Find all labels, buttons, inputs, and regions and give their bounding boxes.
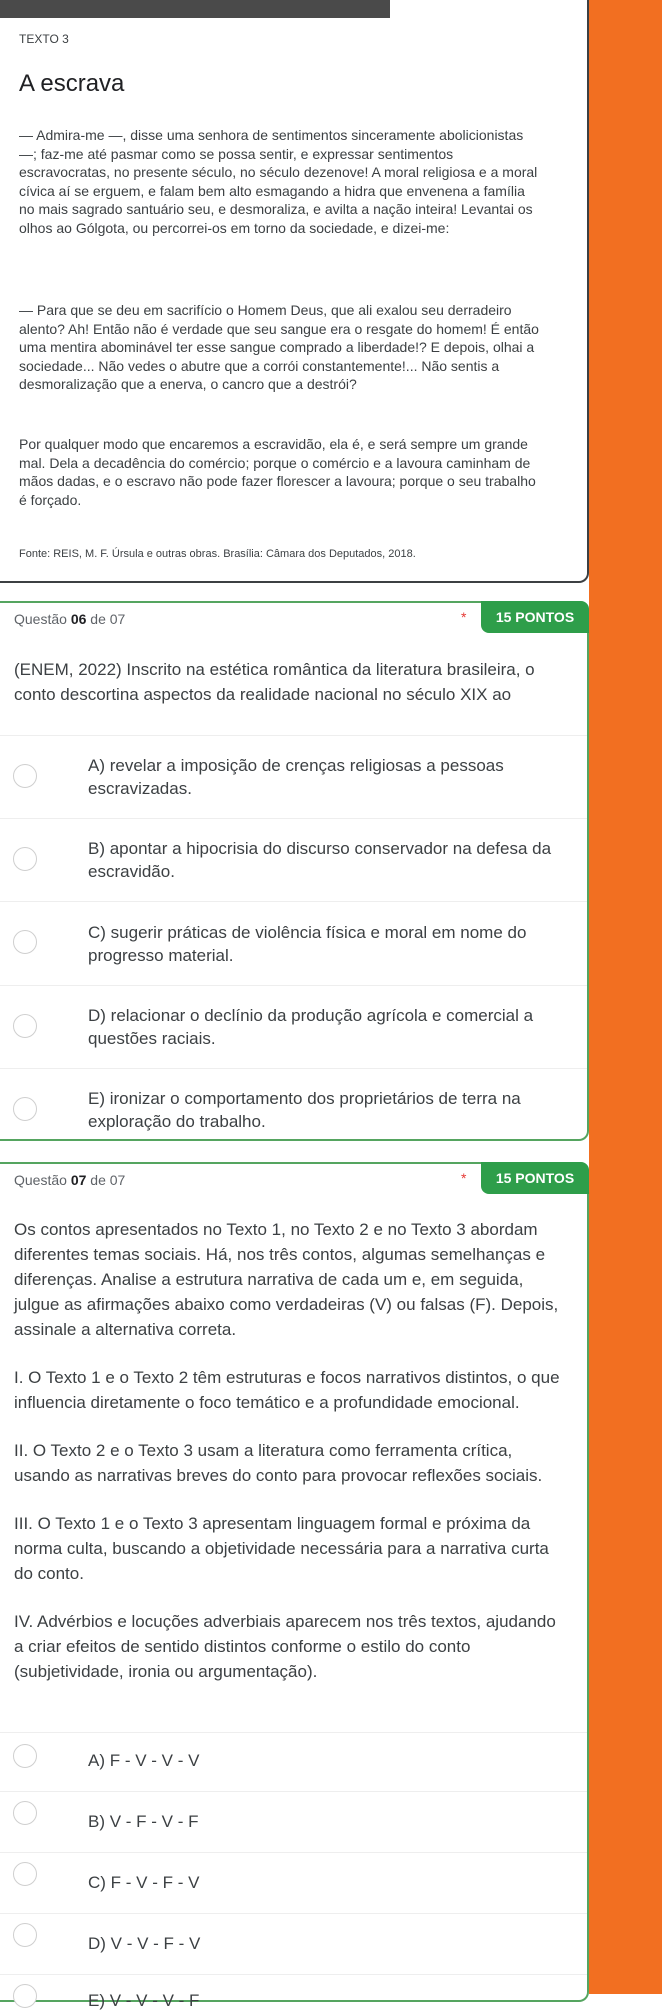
option-label: A) revelar a imposição de crenças religiosas a pessoas escravizadas. — [88, 756, 504, 798]
radio-button[interactable] — [13, 1923, 37, 1947]
option-d[interactable] — [0, 985, 587, 1069]
radio-button[interactable] — [13, 1862, 37, 1886]
orange-side-panel — [589, 0, 662, 1994]
option-label: D) V - V - F - V — [88, 1934, 201, 1953]
statement-iv: IV. Advérbios e locuções adverbiais aparecem nos três textos, ajudando a criar efeitos de sentido distintos conforme o estilo do conto (subjetividade, ironia ou argumentação). — [14, 1612, 556, 1681]
text-title: A escrava — [19, 70, 125, 97]
question-card-06 — [0, 601, 589, 1141]
option-b[interactable] — [0, 818, 587, 902]
radio-button[interactable] — [13, 1984, 37, 2008]
points-badge: 15 PONTOS — [481, 1162, 589, 1194]
question-header — [14, 1172, 125, 1188]
radio-button[interactable] — [13, 1097, 37, 1121]
text-source: Fonte: REIS, M. F. Úrsula e outras obras. Brasília: Câmara dos Deputados, 2018. — [19, 548, 416, 560]
question-total: de 07 — [90, 1172, 126, 1188]
radio-button[interactable] — [13, 847, 37, 871]
text-paragraph: Por qualquer modo que encaremos a escravidão, ela é, e será sempre um grande mal. Dela a decadência do comércio; porque o comércio e a lavoura caminham de mãos dadas, e o escravo não pode fazer florescer a lavoura; porque o seu trabalho é forçado. — [19, 436, 536, 508]
option-label: C) sugerir práticas de violência física e moral em nome do progresso material. — [88, 923, 527, 965]
question-text — [14, 1217, 569, 1707]
option-d[interactable] — [0, 1913, 587, 1975]
option-e[interactable] — [0, 1068, 587, 1139]
option-label: E) V - V - V - F — [88, 1991, 200, 2010]
points-badge: 15 PONTOS — [481, 601, 589, 633]
question-card-07 — [0, 1162, 589, 2010]
option-label: C) F - V - F - V — [88, 1873, 200, 1892]
option-c[interactable] — [0, 901, 587, 986]
statement-iii: III. O Texto 1 e o Texto 3 apresentam linguagem formal e próxima da norma culta, buscando a objetividade necessária para a narrativa curta do conto. — [14, 1514, 549, 1583]
text-card — [0, 0, 589, 583]
radio-button[interactable] — [13, 930, 37, 954]
header-image — [0, 0, 390, 18]
question-prefix: Questão — [14, 1172, 67, 1188]
question-number: 06 — [70, 611, 87, 627]
option-e[interactable] — [0, 1974, 587, 2010]
radio-button[interactable] — [13, 764, 37, 788]
question-text — [14, 657, 569, 730]
option-c[interactable] — [0, 1852, 587, 1914]
option-label: A) F - V - V - V — [88, 1751, 200, 1770]
option-label: B) V - F - V - F — [88, 1812, 199, 1831]
option-a[interactable] — [0, 1732, 587, 1792]
radio-button[interactable] — [13, 1014, 37, 1038]
option-label: E) ironizar o comportamento dos proprietários de terra na exploração do trabalho. — [88, 1089, 521, 1131]
option-a[interactable] — [0, 735, 587, 819]
required-star-icon: * — [461, 1170, 467, 1186]
option-label: D) relacionar o declínio da produção agrícola e comercial a questões raciais. — [88, 1006, 534, 1048]
option-label: B) apontar a hipocrisia do discurso conservador na defesa da escravidão. — [88, 839, 552, 881]
question-prefix: Questão — [14, 611, 67, 627]
text-label: TEXTO 3 — [19, 32, 69, 46]
question-total: de 07 — [90, 611, 126, 627]
statement-ii: II. O Texto 2 e o Texto 3 usam a literatura como ferramenta crítica, usando as narrativas breves do conto para provocar reflexões sociais. — [14, 1441, 543, 1485]
question-statement: Os contos apresentados no Texto 1, no Texto 2 e no Texto 3 abordam diferentes temas sociais. Há, nos três contos, algumas semelhanças e diferenças. Analise a estrutura narrativa de cada um e, em seguida, julgue as afirmações abaixo como verdadeiras (V) ou falsas (F). Depois, assinale a alternativa correta. — [14, 1220, 559, 1339]
question-statement: (ENEM, 2022) Inscrito na estética romântica da literatura brasileira, o conto descortina aspectos da realidade nacional no século XIX ao — [14, 660, 535, 704]
text-paragraph: — Admira-me —, disse uma senhora de sentimentos sinceramente abolicionistas —; faz-me até pasmar como se possa sentir, e expressar sentimentos escravocratas, no presente século, no século dezenove! A moral religiosa e a moral cívica aí se erguem, e falam bem alto esmagando a hidra que envenena a família no mais sagrado santuário seu, e desmoraliza, e avilta a nação inteira! Levantai os olhos ao Gólgota, ou percorrei-os em torno da sociedade, e dizei-me: — [19, 127, 538, 236]
required-star-icon: * — [461, 609, 467, 625]
radio-button[interactable] — [13, 1801, 37, 1825]
question-number: 07 — [70, 1172, 87, 1188]
statement-i: I. O Texto 1 e o Texto 2 têm estruturas e focos narrativos distintos, o que influencia diretamente o foco temático e a profundidade emocional. — [14, 1368, 560, 1412]
question-header — [14, 611, 125, 627]
text-paragraph: — Para que se deu em sacrifício o Homem Deus, que ali exalou seu derradeiro alento? Ah! Então não é verdade que seu sangue era o resgate do homem! É então uma mentira abominável ter esse sangue comprado a liberdade!? E depois, olhai a sociedade... Não vedes o abutre que a corrói constantemente!... Não sentis a desmoralização que a enerva, o cancro que a destrói? — [19, 302, 539, 392]
option-b[interactable] — [0, 1791, 587, 1853]
radio-button[interactable] — [13, 1744, 37, 1768]
